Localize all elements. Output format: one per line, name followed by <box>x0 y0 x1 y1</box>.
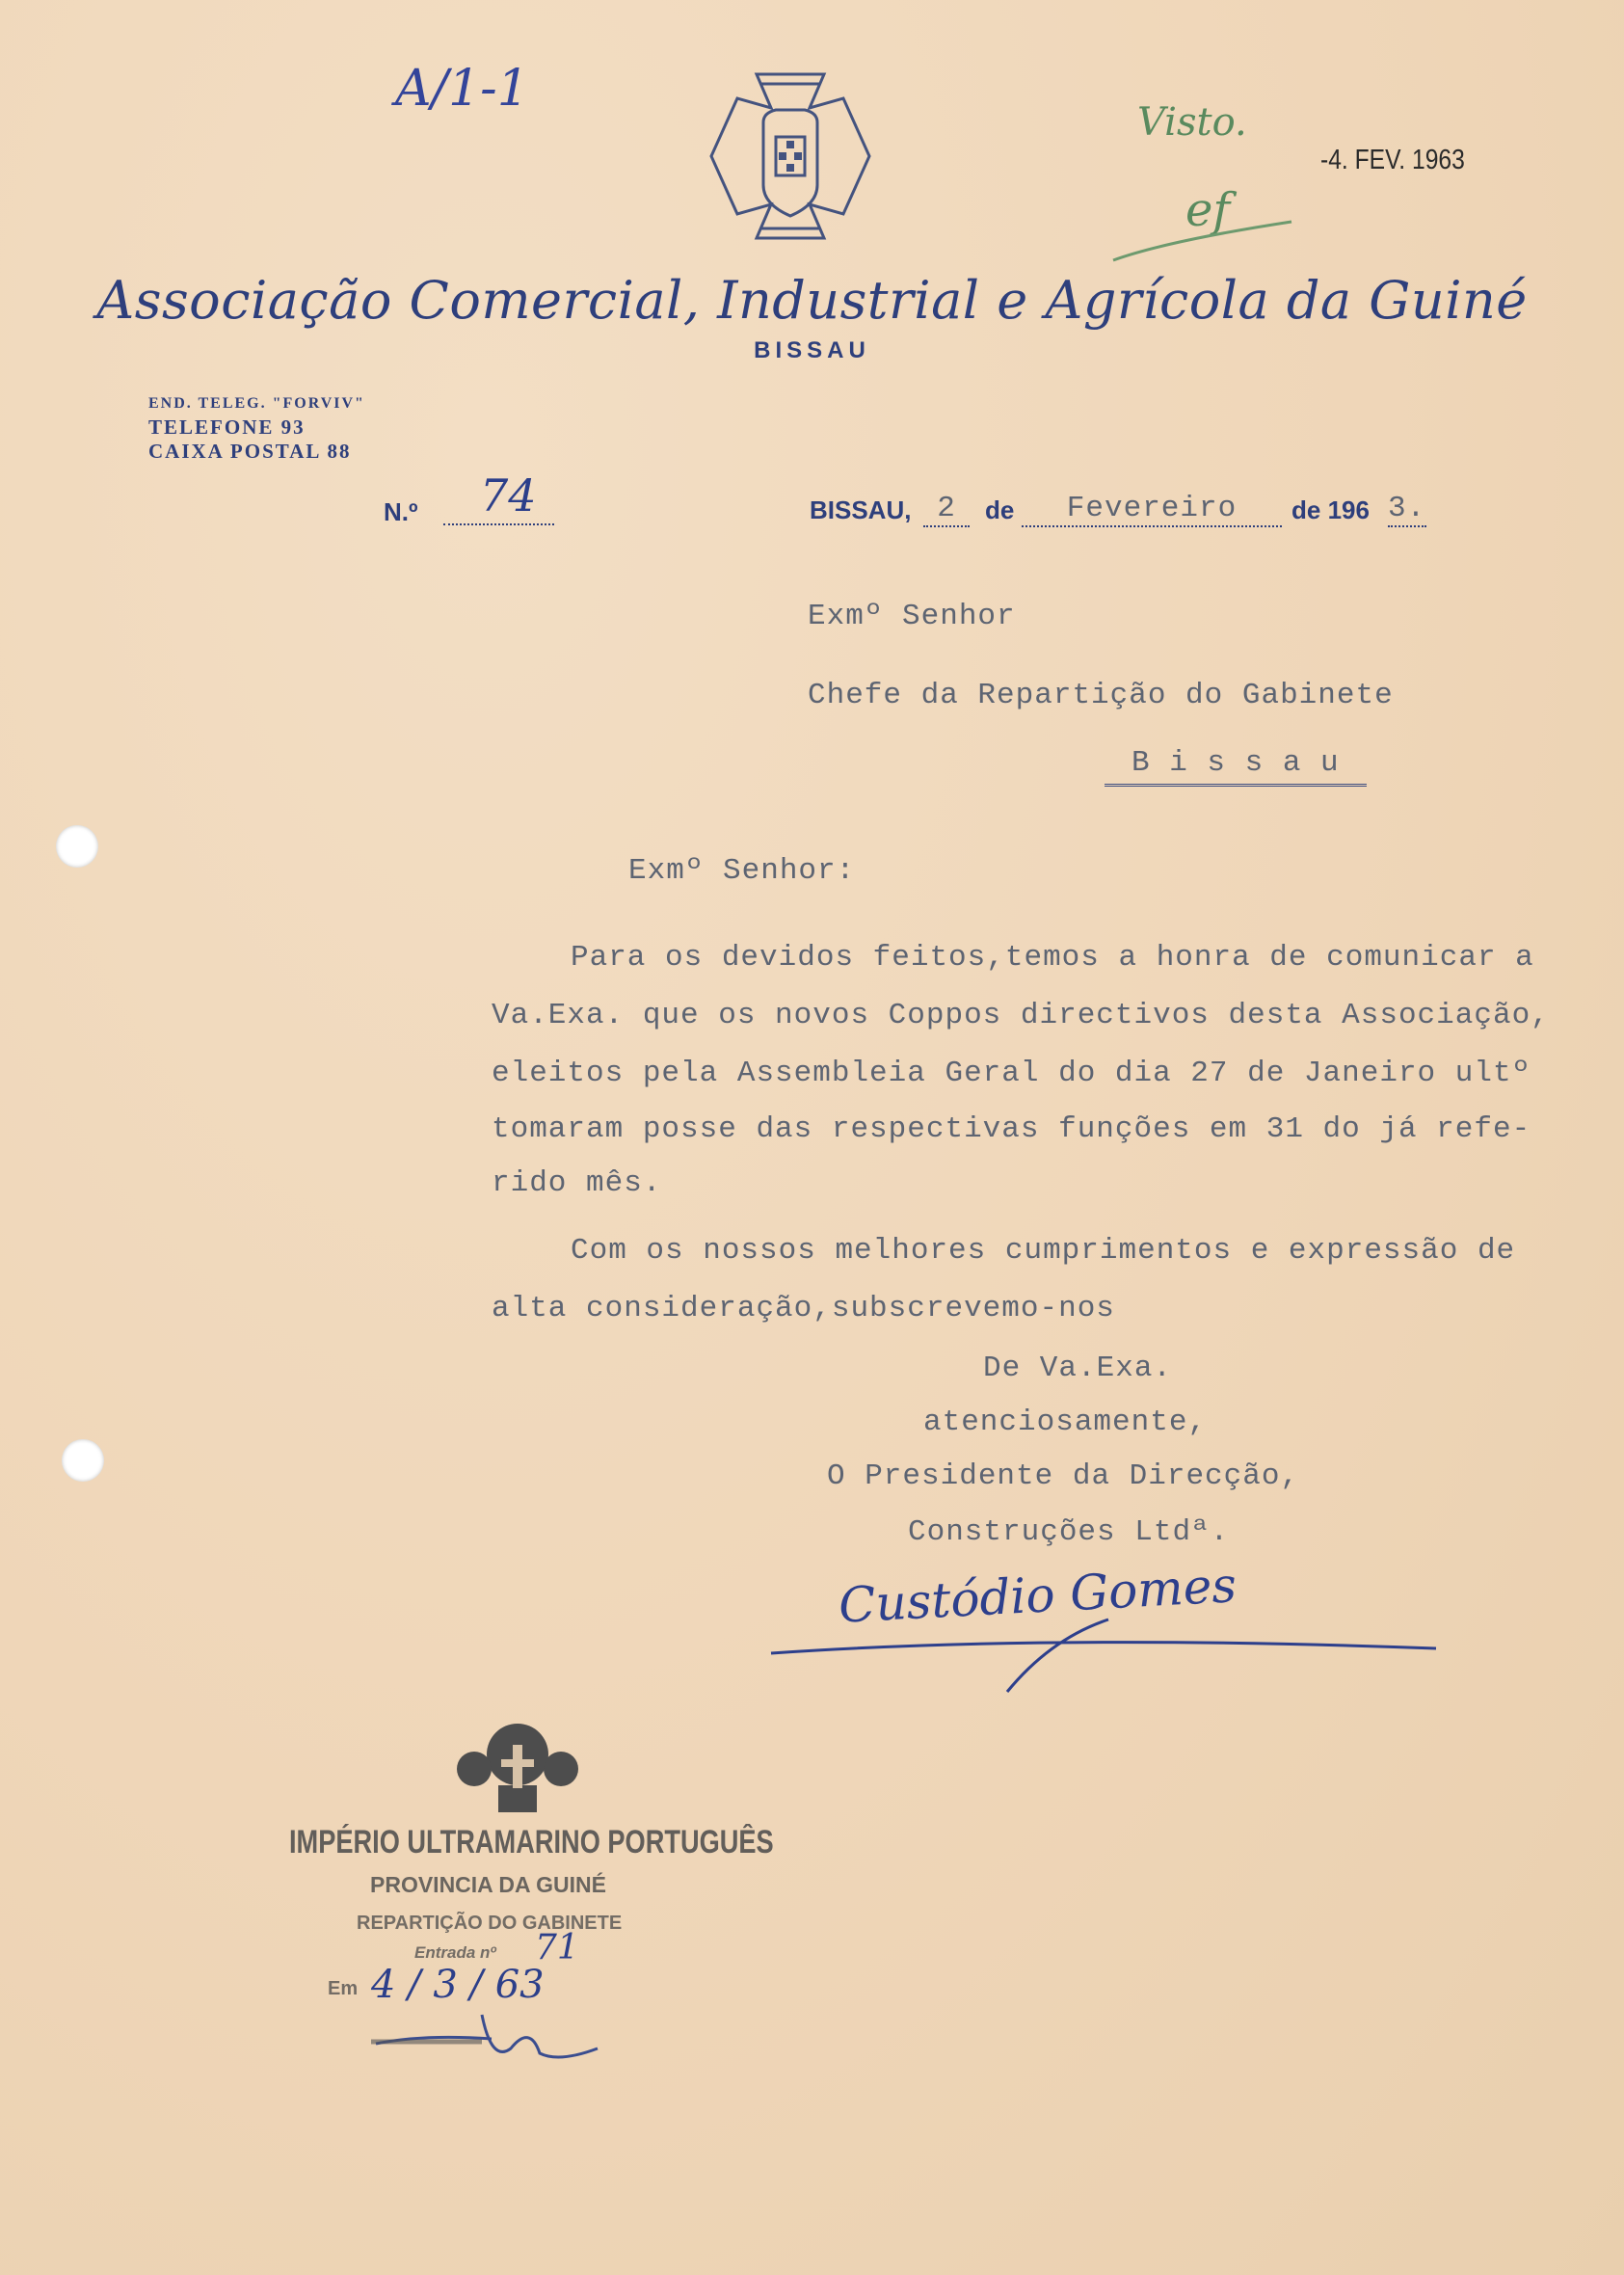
stamp-line-1: IMPÉRIO ULTRAMARINO PORTUGUÊS <box>289 1824 774 1860</box>
stamp-date-value: 4 / 3 / 63 <box>371 1963 545 2007</box>
date-city: BISSAU, <box>810 495 912 524</box>
closing-line-2: atenciosamente, <box>923 1405 1208 1439</box>
body-line-2: Va.Exa. que os novos Coppos directivos desta Associação, <box>492 999 1550 1032</box>
handwritten-number: 74 <box>480 469 537 522</box>
handwritten-initials: ef <box>1185 183 1231 237</box>
green-check-stroke <box>1108 202 1301 270</box>
contact-block <box>148 391 365 464</box>
body-line-6: Com os nossos melhores cumprimentos e expressão de <box>571 1234 1516 1268</box>
coat-of-arms-icon <box>704 69 877 241</box>
number-field <box>443 469 554 525</box>
punch-hole-top <box>56 825 98 868</box>
stamp-line-3: REPARTIÇÃO DO GABINETE <box>357 1913 623 1934</box>
punch-hole-bottom <box>62 1439 104 1482</box>
date-de-2: de 196 <box>1291 495 1370 524</box>
signature-stroke <box>761 1600 1455 1697</box>
closing-line-1: De Va.Exa. <box>983 1352 1173 1385</box>
date-de-1: de <box>985 495 1015 524</box>
number-label: N.º <box>384 497 418 526</box>
body-line-4: tomaram posse das respectivas funções em 31 do já refe- <box>492 1112 1531 1146</box>
signature: Custódio Gomes <box>837 1557 1238 1634</box>
contact-postbox: CAIXA POSTAL 88 <box>148 440 352 463</box>
handwritten-visto: Visto. <box>1137 100 1247 145</box>
header-city: BISSAU <box>754 337 870 363</box>
address-recipient: Chefe da Repartição do Gabinete <box>808 679 1394 712</box>
stamp-date-prefix: Em <box>328 1978 359 1999</box>
body-line-1: Para os devidos feitos,temos a honra de comunicar a <box>571 941 1534 975</box>
contact-phone: TELEFONE 93 <box>148 415 306 439</box>
stamp-entrada-number: 71 <box>535 1928 579 1967</box>
stamp-emblem-icon <box>445 1716 590 1822</box>
closing-line-3: O Presidente da Direcção, <box>827 1459 1300 1493</box>
stamp-entrada-label: Entrada nº <box>414 1943 496 1962</box>
closing-line-4: Construções Ltdª. <box>908 1515 1230 1549</box>
contact-telegraph: END. TELEG. "FORVIV" <box>148 395 365 412</box>
body-line-5: rido mês. <box>492 1166 662 1200</box>
address-salutation: Exmº Senhor <box>808 600 1016 633</box>
stamp-scribble <box>366 2005 655 2082</box>
date-day: 2 <box>923 492 970 527</box>
handwritten-ref-code: A/1-1 <box>395 60 529 118</box>
received-date-stamp: -4. FEV. 1963 <box>1320 145 1465 175</box>
association-name: Associação Comercial, Industrial e Agrícola da Guiné <box>96 270 1528 331</box>
date-year: 3. <box>1388 492 1426 525</box>
body-line-3: eleitos pela Assembleia Geral do dia 27 de Janeiro ultº <box>492 1057 1531 1090</box>
letter-greeting: Exmº Senhor: <box>628 854 856 888</box>
stamp-line-2: PROVINCIA DA GUINÉ <box>370 1872 606 1897</box>
body-line-7: alta consideração,subscrevemo-nos <box>492 1292 1115 1325</box>
address-city: B i s s a u <box>1105 746 1367 787</box>
date-month: Fevereiro <box>1022 492 1282 527</box>
